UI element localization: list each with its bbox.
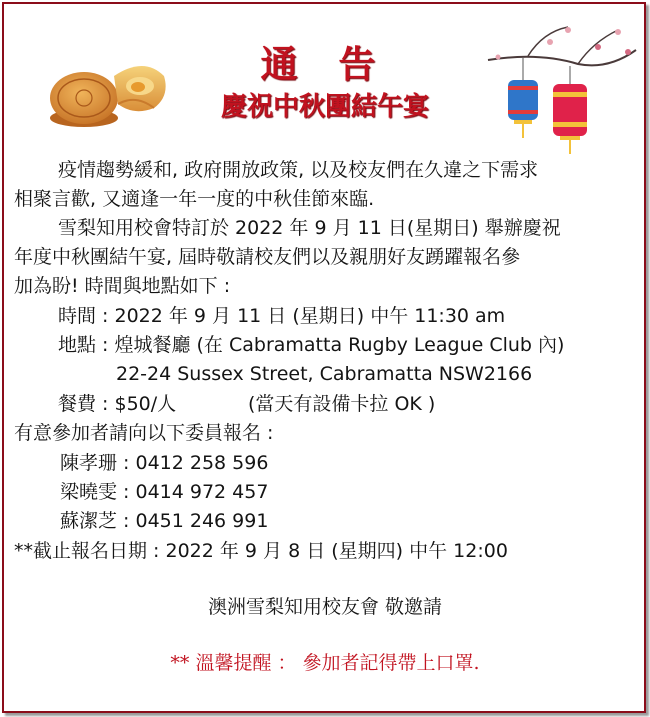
contact-item: 蘇潔芝 : 0451 246 991 [60, 510, 269, 532]
event-address: 22-24 Sussex Street, Cabramatta NSW2166 [116, 363, 533, 385]
registration-deadline: **截止報名日期 : 2022 年 9 月 8 日 (星期四) 中午 12:00 [14, 540, 508, 562]
registration-heading: 有意參加者請向以下委員報名 : [14, 422, 274, 444]
intro-paragraph-2-line-3: 加為盼! 時間與地點如下 : [14, 275, 231, 297]
mask-reminder: ** 溫馨提醒 ： 參加者記得帶上口罩. [170, 652, 480, 674]
event-subtitle: 慶祝中秋團結午宴 [220, 92, 429, 122]
intro-paragraph-1-line-2: 相聚言歡, 又適逢一年一度的中秋佳節來臨. [14, 188, 375, 210]
event-fee-note: (當天有設備卡拉 OK ) [248, 393, 436, 415]
organizer-signature: 澳洲雪梨知用校友會 敬邀請 [207, 596, 443, 618]
event-fee: 餐費 : $50/人 [58, 393, 177, 415]
notice-title: 通 告 [260, 42, 390, 86]
intro-paragraph-2-line-2: 年度中秋團結午宴, 屆時敬請校友們以及親朋好友踴躍報名參 [14, 246, 521, 268]
contact-item: 梁曉雯 : 0414 972 457 [60, 481, 269, 503]
contact-item: 陳孝珊 : 0412 258 596 [60, 452, 269, 474]
intro-paragraph-1-line-1: 疫情趨勢緩和, 政府開放政策, 以及校友們在久違之下需求 [58, 159, 539, 181]
intro-paragraph-2-line-1: 雪梨知用校會特訂於 2022 年 9 月 11 日(星期日) 舉辦慶祝 [58, 217, 561, 239]
event-time: 時間 : 2022 年 9 月 11 日 (星期日) 中午 11:30 am [58, 305, 506, 327]
event-venue: 地點 : 煌城餐廳 (在 Cabramatta Rugby League Club 內) [58, 334, 565, 356]
